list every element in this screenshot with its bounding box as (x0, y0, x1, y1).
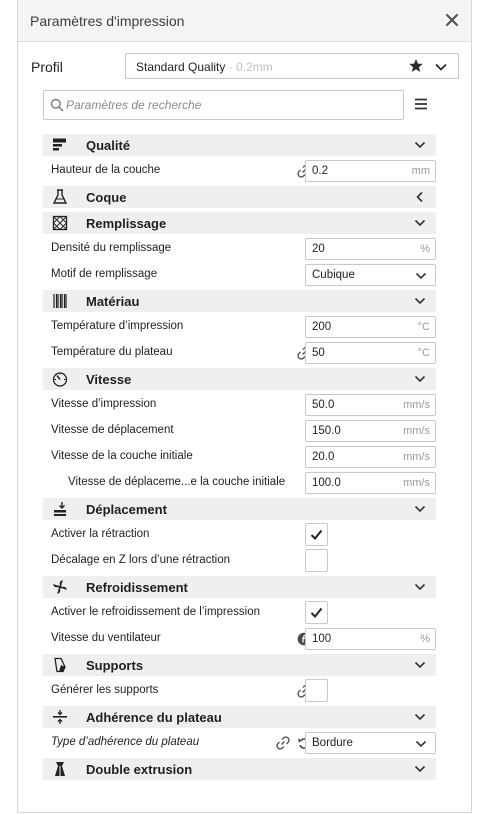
print-settings-panel (17, 0, 472, 813)
setting-row-z-hop (43, 549, 436, 573)
setting-row-supports (43, 679, 436, 703)
checkmark-icon (310, 528, 323, 541)
setting-row-adhesion-type (43, 731, 436, 755)
z-hop-checkbox[interactable] (305, 549, 328, 572)
category-label: Double extrusion (86, 762, 193, 777)
category-label: Déplacement (86, 502, 167, 517)
category-adhesion[interactable] (43, 706, 436, 728)
search-box (43, 90, 404, 120)
menu-icon[interactable] (413, 96, 429, 112)
material-icon (52, 293, 68, 309)
category-label: Matériau (86, 294, 140, 309)
category-label: Adhérence du plateau (86, 710, 222, 725)
setting-row-print-speed (43, 393, 436, 417)
field-value: 20 (312, 243, 325, 255)
travel-speed-field[interactable] (305, 420, 436, 442)
setting-row-infill-pattern (43, 263, 436, 287)
setting-row-layer-height (43, 159, 436, 183)
close-icon[interactable] (443, 11, 461, 29)
field-unit: mm (411, 165, 430, 177)
setting-row-retraction (43, 523, 436, 547)
setting-label: Hauteur de la couche (51, 164, 161, 176)
field-value: 150.0 (312, 425, 341, 437)
setting-label: Type d’adhérence du plateau (51, 736, 200, 748)
setting-label: Vitesse d’impression (51, 398, 157, 410)
setting-row-initial-travel-speed (43, 471, 436, 495)
panel-title: Paramètres d'impression (30, 13, 185, 29)
checkmark-icon (310, 606, 323, 619)
field-value: 100.0 (312, 477, 341, 489)
category-cooling[interactable] (43, 576, 436, 598)
field-value: 50 (312, 347, 325, 359)
field-unit: °C (417, 347, 430, 359)
category-quality[interactable] (43, 134, 436, 156)
setting-label: Motif de remplissage (51, 268, 158, 280)
setting-row-bed-temp (43, 341, 436, 365)
profile-name-main: Standard Quality (136, 60, 226, 74)
setting-label: Densité du remplissage (51, 242, 172, 254)
setting-row-travel-speed (43, 419, 436, 443)
setting-row-initial-layer-speed (43, 445, 436, 469)
cooling-checkbox[interactable] (305, 601, 328, 624)
category-infill[interactable] (43, 212, 436, 234)
category-travel[interactable] (43, 498, 436, 520)
field-unit: mm/s (403, 477, 430, 489)
category-speed[interactable] (43, 368, 436, 390)
category-supports[interactable] (43, 654, 436, 676)
category-material[interactable] (43, 290, 436, 312)
chevron-down-icon (414, 711, 426, 723)
setting-label: Activer le refroidissement de l’impression (51, 606, 260, 618)
print-temp-field[interactable] (305, 316, 436, 338)
chevron-down-icon (414, 295, 426, 307)
setting-label: Vitesse du ventilateur (51, 632, 161, 644)
supports-icon (52, 657, 68, 673)
category-label: Coque (86, 190, 127, 205)
setting-row-print-temp (43, 315, 436, 339)
category-label: Vitesse (86, 372, 132, 387)
chevron-down-icon[interactable] (434, 60, 448, 74)
field-value: 100 (312, 633, 332, 645)
category-label: Remplissage (86, 216, 167, 231)
infill-icon (52, 215, 68, 231)
search-input[interactable] (66, 95, 396, 115)
setting-row-infill-density (43, 237, 436, 261)
setting-label: Vitesse de la couche initiale (51, 450, 193, 462)
setting-row-cooling (43, 601, 436, 625)
print-speed-field[interactable] (305, 394, 436, 416)
star-icon[interactable] (408, 58, 424, 74)
travel-icon (52, 501, 68, 517)
category-label: Supports (86, 658, 144, 673)
retraction-checkbox[interactable] (305, 523, 328, 546)
dual-extrusion-icon (52, 761, 68, 777)
speed-icon (52, 371, 68, 387)
category-dual-extrusion[interactable] (43, 758, 436, 780)
layer-height-field[interactable] (305, 160, 436, 182)
chevron-down-icon (414, 139, 426, 151)
setting-label: Température du plateau (51, 346, 173, 358)
title-bar (18, 0, 471, 42)
fan-icon (52, 579, 68, 595)
setting-row-fan-speed (43, 627, 436, 651)
chevron-down-icon (414, 373, 426, 385)
category-label: Qualité (86, 138, 131, 153)
profile-select[interactable] (125, 53, 459, 79)
adhesion-icon (52, 709, 68, 725)
profile-name-sub: - 0.2mm (225, 60, 273, 74)
category-shell[interactable] (43, 186, 436, 208)
search-icon (50, 98, 64, 112)
supports-checkbox[interactable] (305, 679, 328, 702)
setting-label: Générer les supports (51, 684, 159, 696)
infill-pattern-select[interactable] (305, 264, 436, 286)
chevron-left-icon (414, 191, 426, 203)
chevron-down-icon (414, 503, 426, 515)
quality-icon (52, 137, 68, 153)
select-value: Bordure (312, 737, 353, 749)
field-unit: mm/s (403, 451, 430, 463)
field-value: 20.0 (312, 451, 335, 463)
chevron-down-icon (415, 738, 427, 750)
chevron-down-icon (414, 581, 426, 593)
field-value: 0.2 (312, 165, 328, 177)
bed-temp-field[interactable] (305, 342, 436, 364)
fan-speed-field[interactable] (305, 628, 436, 650)
setting-label: Activer la rétraction (51, 528, 150, 540)
setting-label: Décalage en Z lors d’une rétraction (51, 554, 230, 566)
select-value: Cubique (312, 269, 355, 281)
field-value: 200 (312, 321, 332, 333)
field-unit: °C (417, 321, 430, 333)
field-unit: mm/s (403, 399, 430, 411)
profile-name (136, 60, 273, 74)
chevron-down-icon (414, 217, 426, 229)
field-value: 50.0 (312, 399, 335, 411)
chevron-down-icon (414, 659, 426, 671)
initial-travel-speed-field[interactable] (305, 472, 436, 494)
field-unit: % (420, 243, 430, 255)
chevron-down-icon (414, 763, 426, 775)
field-unit: % (420, 633, 430, 645)
adhesion-type-select[interactable] (305, 732, 436, 754)
profile-label: Profil (31, 59, 63, 75)
setting-label: Vitesse de déplaceme...e la couche initiale (68, 476, 286, 488)
initial-layer-speed-field[interactable] (305, 446, 436, 468)
category-label: Refroidissement (86, 580, 188, 595)
infill-density-field[interactable] (305, 238, 436, 260)
setting-label: Température d’impression (51, 320, 184, 332)
field-unit: mm/s (403, 425, 430, 437)
shell-icon (52, 189, 68, 205)
link-icon[interactable] (276, 736, 290, 750)
chevron-down-icon (415, 270, 427, 282)
setting-label: Vitesse de déplacement (51, 424, 174, 436)
